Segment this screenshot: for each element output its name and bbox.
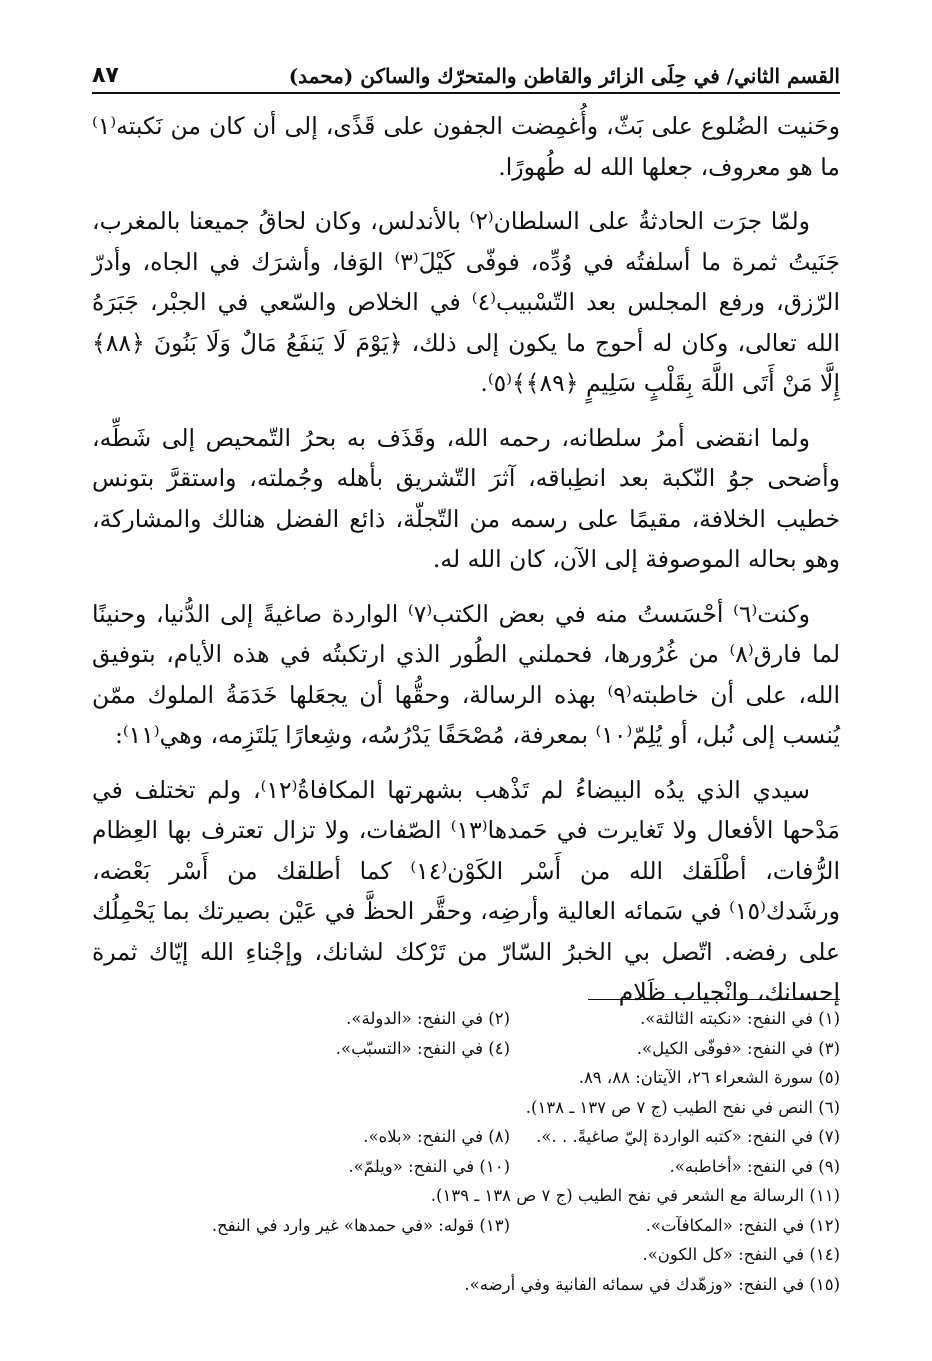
- footnote-separator: [588, 999, 840, 1000]
- footnote-5: (٥) سورة الشعراء ٢٦، الآيتان: ٨٨، ٨٩.: [578, 1068, 840, 1087]
- footnote-15: (١٥) في النفح: «وزهّدك في سمائه الفانية وفي أرضه».: [464, 1274, 840, 1294]
- footnote-4: (٤) في النفح: «التسبّب».: [335, 1038, 510, 1058]
- footnote-row: [92, 1122, 840, 1152]
- footnote-10: (١٠) في النفح: «ويلمّ».: [348, 1156, 510, 1176]
- footnote-13: (١٣) قوله: «في حمدها» غير وارد في النفح.: [211, 1215, 510, 1235]
- footnote-6: (٦) النص في نفح الطيب (ج ٧ ص ١٣٧ ـ ١٣٨).: [525, 1097, 840, 1117]
- paragraph-3: ولما انقضى أمرُ سلطانه، رحمه الله، وقَذَف به بحرُ التّمحيص إلى شَطِّه، وأضحى جوُ النّكبة بعد انطِباقه، آثرَ التّشريق بأهله وجُملته، واستقرَّ بتونس خطيب الخلافة، مقيمًا على رسمه من التّجلّة، ذائع الفضل هنالك والمشاركة، وهو بحاله الموصوفة إلى الآن، كان الله له.: [92, 423, 841, 573]
- paragraph-1: وحَنيت الضُلوع على بَثّ، وأُغمِضت الجفون على قَذًى، إلى أن كان من نَكبته⁽١⁾ ما هو معروف، جعلها الله له طُهورًا.: [92, 112, 840, 181]
- paragraph-5: سيدي الذي يدُه البيضاءُ لم تَذْهب بشهرتها المكافاةُ⁽١٢⁾، ولم تختلف في مَدْحها الأفعال ولا تَغايرت في حَمدها⁽١٣⁾ الصّفات، ولا تزال تعترف بها العِظام الرُّفات، أطْلَقك الله من أَسْر الكَوْن⁽١٤⁾ كما أطلقك من أَسْر بَعْضه، ورشَدك⁽١٥⁾ في سَمائه العالية وأرضِه، وحقَّر الحظَّ في عَيْن بصيرتك بما يَحْمِلُك على رفضه. اتّصل بي الخبرُ السّارّ من تَرْكك لشانك، وإجْناءِ الله إيّاك ثمرة إحسانك، وانْجياب ظَلام: [92, 775, 840, 1006]
- header-title: القسم الثاني/ في حِلَى الزائر والقاطن والمتحرّك والساكن (محمد): [288, 64, 840, 88]
- paragraph-4: وكنت⁽٦⁾ أحْسَستُ منه في بعض الكتب⁽٧⁾ الواردة صاغيةً إلى الدُّنيا، وحنينًا لما فارق⁽٨⁾ من غُرُورها، فحملني الطُور الذي ارتكبتُه في هذه الأيام، بتوفيق الله، على أن خاطبته⁽٩⁾ بهذه الرسالة، وحقُّها أن يجعَلها خَدَمَةُ الملوك ممّن يُنسب إلى نُبل، أو يُلِمّ⁽١٠⁾ بمعرفة، مُصْحَفًا يَدْرُسُه، وشِعارًا يَلتَزِمه، وهي⁽١١⁾:: [92, 599, 841, 749]
- running-header: [92, 54, 840, 94]
- footnote-2: (٢) في النفح: «الدولة».: [346, 1009, 510, 1028]
- footnote-3: (٣) في النفح: «فوفّى الكيل».: [636, 1038, 840, 1058]
- footnote-1: (١) في النفح: «نكبته الثالثة».: [640, 1009, 840, 1028]
- footnote-row: [92, 1152, 840, 1182]
- main-text: [92, 106, 840, 1027]
- footnote-row: [92, 1034, 840, 1064]
- footnote-9: (٩) في النفح: «أخاطبه».: [669, 1156, 840, 1176]
- footnotes: [92, 1004, 840, 1299]
- footnote-11: (١١) الرسالة مع الشعر في نفح الطيب (ج ٧ ص ١٣٨ ـ ١٣٩).: [430, 1186, 840, 1205]
- footnote-12: (١٢) في النفح: «المكافآت».: [645, 1215, 840, 1235]
- page-number: ٨٧: [92, 63, 119, 88]
- footnote-14: (١٤) في النفح: «كل الكون».: [642, 1245, 840, 1264]
- footnote-7: (٧) في النفح: «كتبه الواردة إليّ صاغيةً. . .».: [536, 1127, 840, 1146]
- footnote-row: [92, 1004, 840, 1034]
- paragraph-2: ولمّا جرَت الحادثةُ على السلطان⁽٢⁾ بالأندلس، وكان لحاقُ جميعنا بالمغرب، جَنَيتُ ثمرة ما أسلفتُه في وُدِّه، فوفّى كَيْلَ⁽٣⁾ الوَفا، وأشرَك في الجاه، وأدرّ الرّزق، ورفع المجلس بعد التّسْبيب⁽٤⁾ في الخلاص والسّعي في الجبْر، جَبَرَهُ الله تعالى، وكان له أحوج ما يكون إلى ذلك، ﴿يَوْمَ لَا يَنفَعُ مَالٌ وَلَا بَنُونَ ﴿٨٨﴾ إِلَّا مَنْ أَتَى اللَّهَ بِقَلْبٍ سَلِيمٍ ﴿٨٩﴾﴾⁽٥⁾.: [92, 207, 840, 397]
- footnote-8: (٨) في النفح: «بلاه».: [363, 1127, 510, 1146]
- footnote-row: [92, 1211, 840, 1241]
